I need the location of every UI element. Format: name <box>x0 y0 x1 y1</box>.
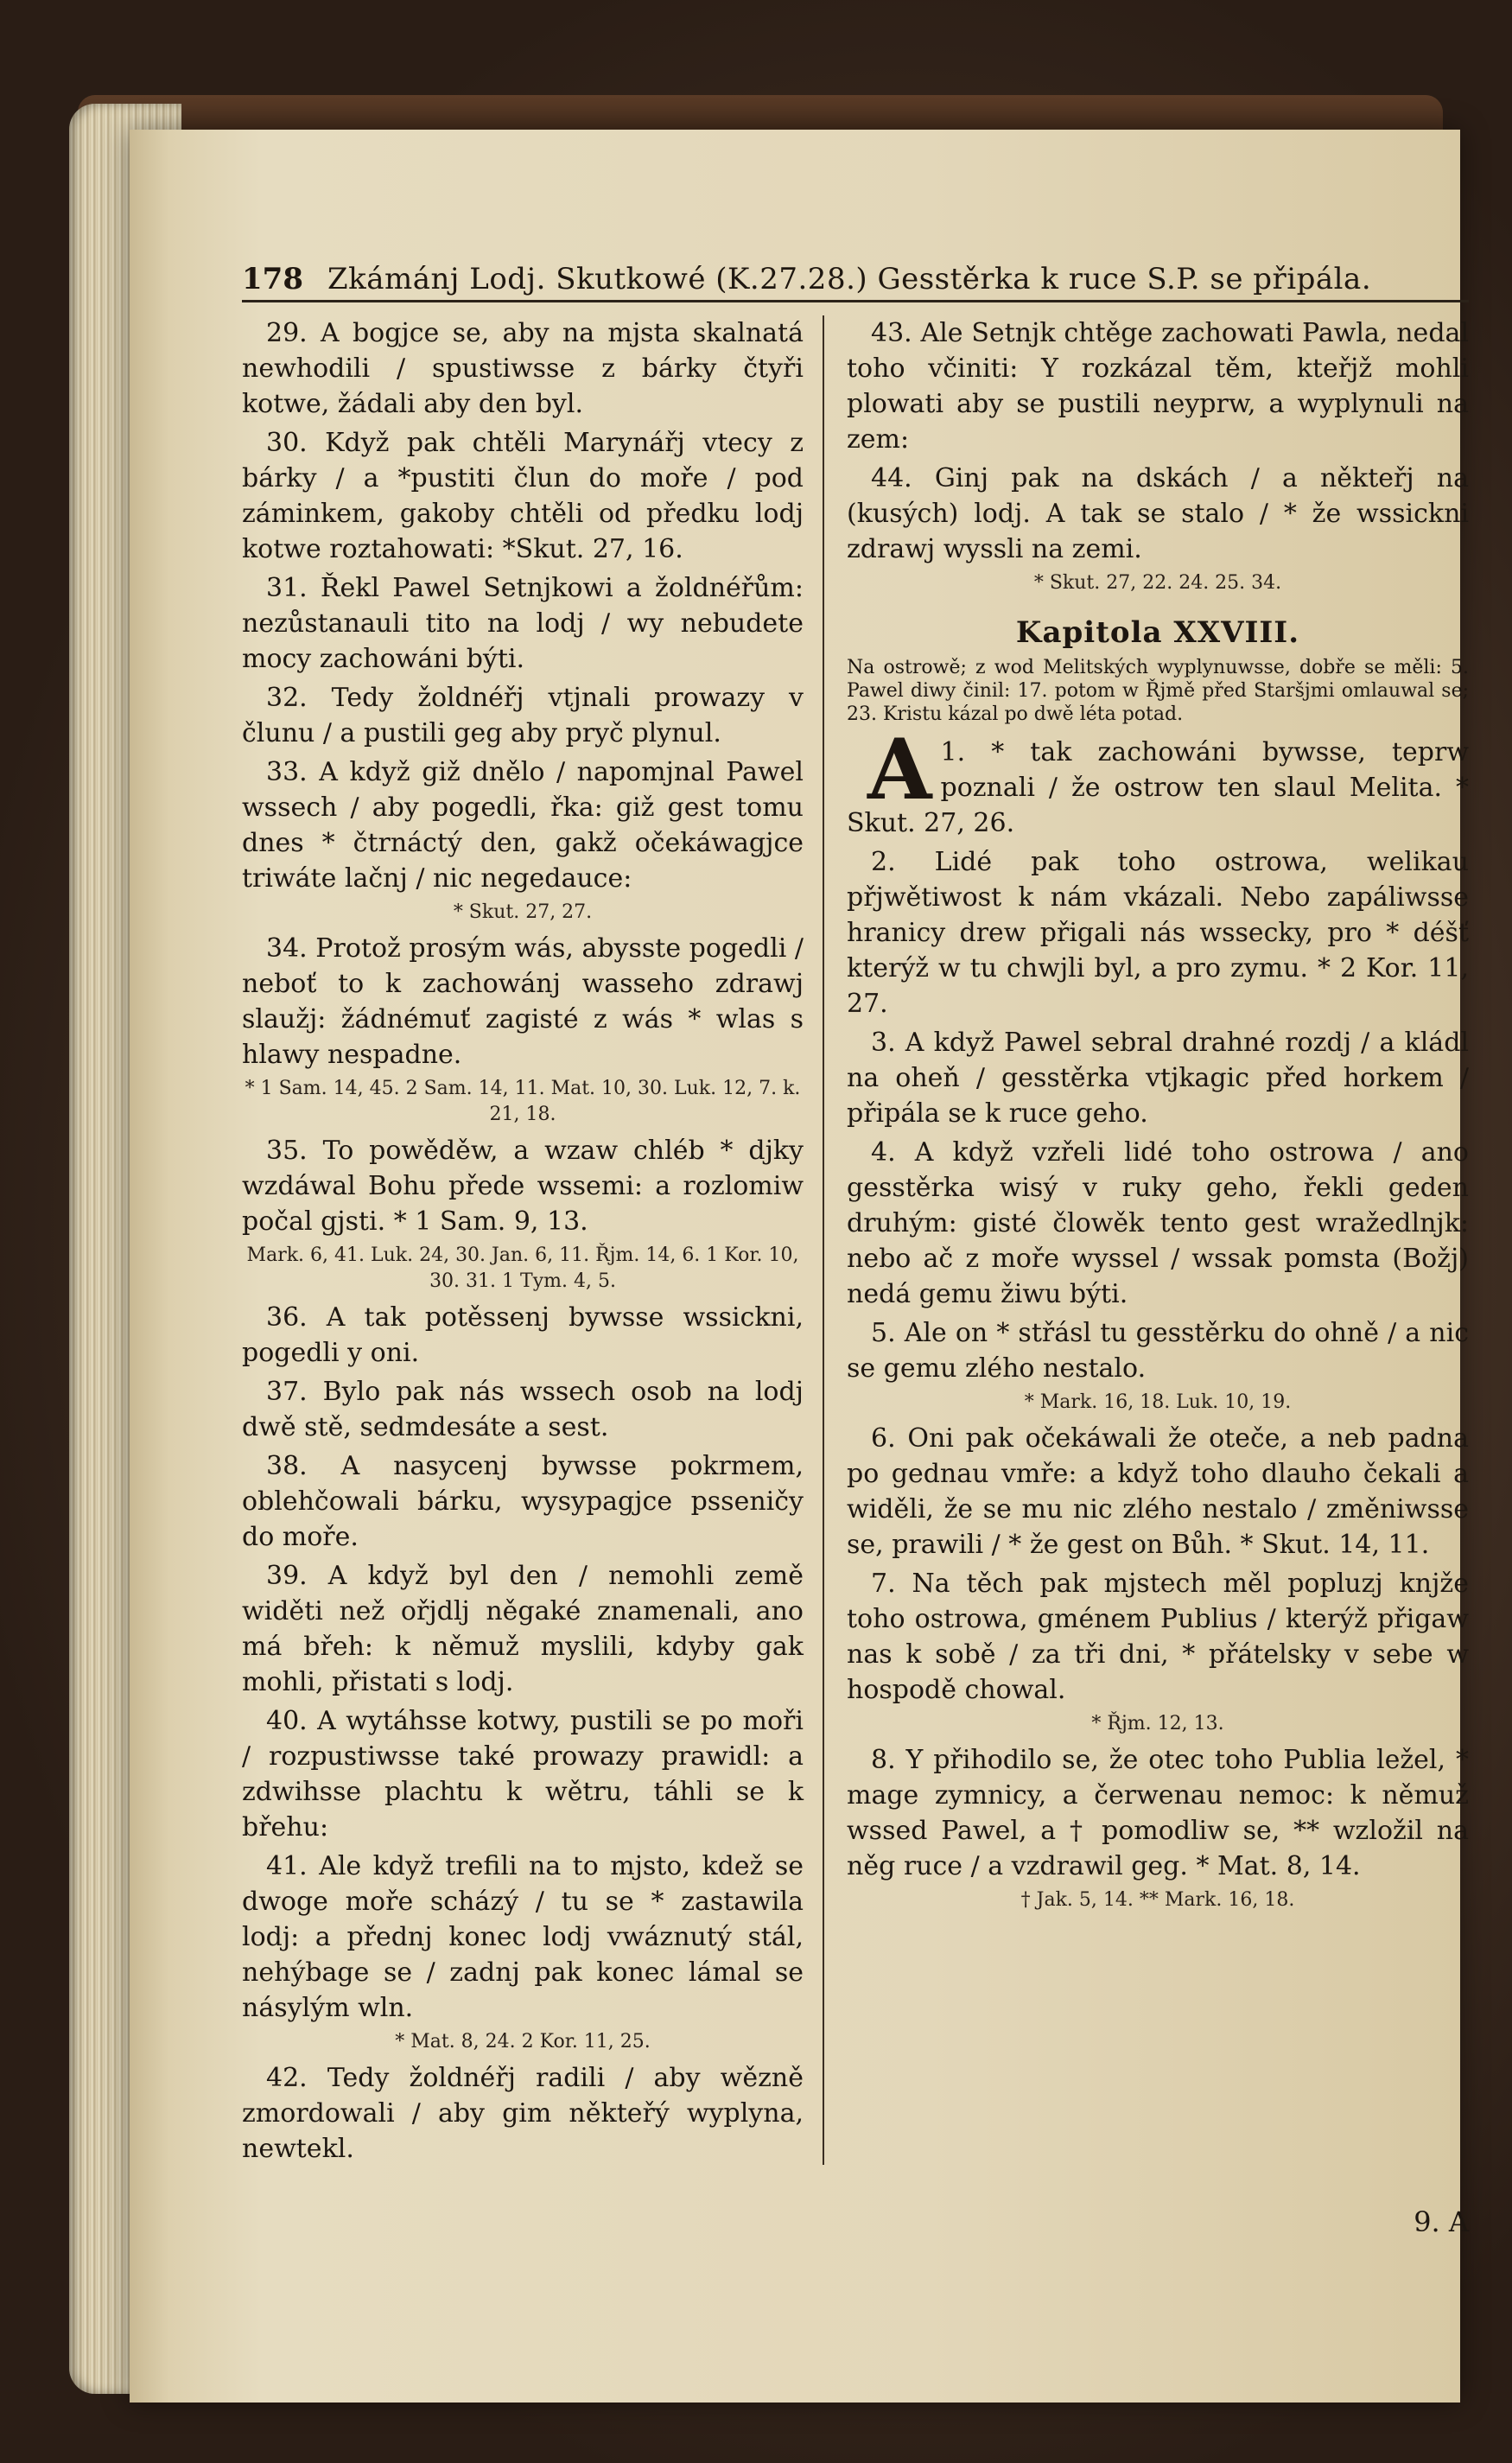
chapter-summary: Na ostrowě; z wod Melitských wyplynuwsse, dobře se měli: 5. Pawel diwy činil: 17. potom w Řjmě před Staršjmi omlauwal se; 23. Kristu kázal po dwě léta potad. <box>847 657 1469 725</box>
left-column <box>242 315 804 2170</box>
catchword: 9. A <box>1414 2205 1469 2238</box>
verse: 4. A když vzřeli lidé toho ostrowa / ano gesstěrka wisý v ruky geho, řekli geden druhým: gisté člowěk tento gest wražedlnjk: nebo ač z moře wyssel / wssak pomsta (Božj) nedá gemu žiwu býti. <box>847 1137 1469 1309</box>
verse: 5. Ale on * střásl tu gesstěrku do ohně / a nic se gemu zlého nestalo. <box>847 1318 1469 1384</box>
verse <box>847 721 1469 841</box>
running-title: Zkámánj Lodj. Skutkowé (K.27.28.) Gesstěrka k ruce S.P. se připála. <box>327 262 1372 296</box>
verse: 44. Ginj pak na dskách / a někteřj na (kusých) lodj. A tak se stalo / * že wssickni zdrawj wyssli na zemi. <box>847 463 1469 564</box>
verse: 33. A když giž dnělo / napomjnal Pawel wssech / aby pogedli, řka: giž gest tomu dnes * čtrnáctý den, gakž očekáwagjce triwáte lačnj / nic negedauce: <box>242 757 804 894</box>
cross-reference: * 1 Sam. 14, 45. 2 Sam. 14, 11. Mat. 10, 30. Luk. 12, 7. k. 21, 18. <box>245 1078 801 1125</box>
cross-reference: * Skut. 27, 27. <box>453 901 593 923</box>
verse: 35. To powěděw, a wzaw chléb * djky wzdáwal Bohu přede wssemi: a rozlomiw počal gjsti. * 1 Sam. 9, 13. <box>242 1136 804 1237</box>
verse: 3. A když Pawel sebral drahné rozdj / a kládl na oheň / gesstěrka vtjkagic před horkem / připála se k ruce geho. <box>847 1028 1469 1129</box>
verse: 43. Ale Setnjk chtěge zachowati Pawla, nedal toho včiniti: Y rozkázal těm, kteřjž mohli plowati aby se pustili neyprw, a wyplynuli na zem: <box>847 318 1469 455</box>
verse: 34. Protož prosým wás, abysste pogedli / neboť to k zachowánj wasseho zdrawj slaužj: žádnémuť zagisté z wás * wlas s hlawy nespadne. <box>242 933 804 1070</box>
drop-cap: A <box>867 721 932 818</box>
cross-reference: * Skut. 27, 22. 24. 25. 34. <box>1033 572 1282 594</box>
verse: 41. Ale když trefili na to mjsto, kdež se dwoge moře scházý / tu se * zastawila lodj: a přednj konec lodj vwáznutý stál, nehýbage se / zadnj pak konec lámal se násylým wln. <box>242 1851 804 2023</box>
chapter-title: Kapitola XXVIII. <box>1015 615 1300 650</box>
verse: 32. Tedy žoldnéřj vtjnali prowazy v člunu / a pustili geg aby pryč plynul. <box>242 683 804 748</box>
verse: 31. Řekl Pawel Setnjkowi a žoldnéřům: nezůstanauli tito na lodj / wy nebudete mocy zachowáni býti. <box>242 573 804 674</box>
verse: 39. A když byl den / nemohli země widěti než ořjdlj něgaké znamenali, ano má břeh: k němuž myslili, kdyby gak mohli, přistati s lodj. <box>242 1561 804 1697</box>
verse-text: 1. * tak zachowáni bywsse, teprw poznali / že ostrow ten slaul Melita. * Skut. 27, 26. <box>847 737 1469 838</box>
verse: 6. Oni pak očekáwali že oteče, a neb padna po gednau vmře: a když toho dlauho čekali a widěli, že se mu nic zlého nestalo / změniwsse se, prawili / * že gest on Bůh. * Skut. 14, 11. <box>847 1423 1469 1560</box>
running-head <box>242 251 1469 302</box>
cross-reference: * Řjm. 12, 13. <box>1091 1713 1224 1734</box>
verse: 30. Když pak chtěli Marynářj vtecy z bárky / a *pustiti člun do moře / pod záminkem, gakoby chtěli od předku lodj kotwe roztahowati: *Skut. 27, 16. <box>242 428 804 564</box>
verse: 7. Na těch pak mjstech měl popluzj knjže toho ostrowa, gménem Publius / kterýž přigaw nas k sobě / za tři dni, * přátelsky v sebe w hospodě chowal. <box>847 1569 1469 1705</box>
verse: 2. Lidé pak toho ostrowa, welikau přjwětiwost k nám vkázali. Nebo zapáliwsse hranicy drew přigali nás wssecky, pro * déšť kterýž w tu chwjli byl, a pro zymu. * 2 Kor. 11, 27. <box>847 847 1469 1019</box>
column-divider <box>823 315 824 2165</box>
cross-reference: † Jak. 5, 14. ** Mark. 16, 18. <box>1020 1889 1295 1911</box>
verse: 36. A tak potěssenj bywsse wssickni, pogedli y oni. <box>242 1302 804 1368</box>
verse: 29. A bogjce se, aby na mjsta skalnatá newhodili / spustiwsse z bárky čtyři kotwe, žádali aby den byl. <box>242 318 804 419</box>
verse: 40. A wytáhsse kotwy, pustili se po moři / rozpustiwsse také prowazy prawidl: a zdwihsse plachtu k wětru, táhli se k břehu: <box>242 1706 804 1842</box>
right-column <box>847 315 1469 1919</box>
cross-reference: * Mark. 16, 18. Luk. 10, 19. <box>1024 1391 1292 1413</box>
cross-reference: * Mat. 8, 24. 2 Kor. 11, 25. <box>395 2031 651 2052</box>
verse: 42. Tedy žoldnéřj radili / aby wězně zmordowali / aby gim někteřý wyplyna, newtekl. <box>242 2063 804 2164</box>
page-number: 178 <box>242 262 303 296</box>
verse: 8. Y přihodilo se, že otec toho Publia ležel, * mage zymnicy, a čerwenau nemoc: k němuž wssed Pawel, a † pomodliw se, ** wzložil na něg ruce / a vzdrawil geg. * Mat. 8, 14. <box>847 1745 1469 1881</box>
right-column-bottom <box>847 721 1469 1913</box>
cross-reference: Mark. 6, 41. Luk. 24, 30. Jan. 6, 11. Řjm. 14, 6. 1 Kor. 10, 30. 31. 1 Tym. 4, 5. <box>246 1244 799 1292</box>
verse: 37. Bylo pak nás wssech osob na lodj dwě stě, sedmdesáte a sest. <box>242 1377 804 1442</box>
verse: 38. A nasycenj bywsse pokrmem, oblehčowali bárku, wysypagjce psseničy do moře. <box>242 1451 804 1552</box>
right-column-top <box>847 315 1469 596</box>
page-content <box>242 251 1477 2238</box>
